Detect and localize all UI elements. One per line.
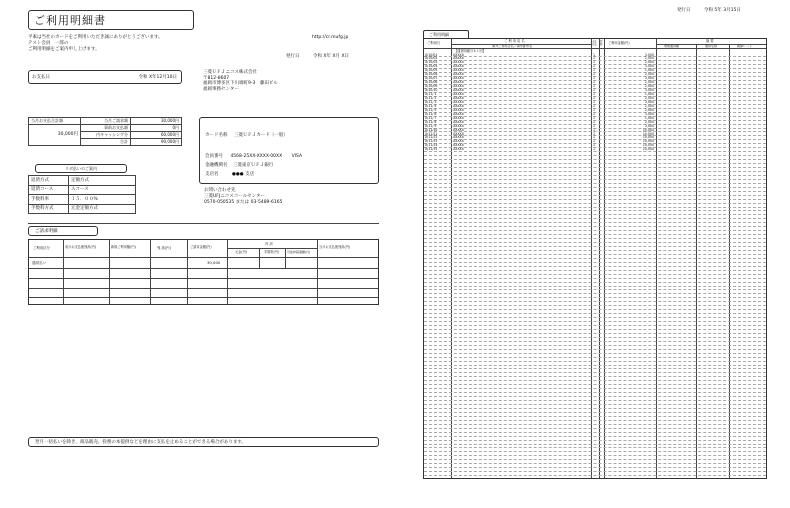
issue-date: 令和 X年 X月 X日 [313,54,350,59]
header-sub-currency-amount: 現地通貨額 [664,43,680,48]
usage-place: XXXXX [453,84,464,89]
usage-payment-method: 1 [593,95,596,100]
card-brand: VISA [291,154,303,159]
right-issue-date-label: 発行日 [677,8,691,13]
usage-payment-method: 1 [593,111,596,116]
usage-place: XXXXX [453,76,464,81]
usage-date: X/10/06 [425,72,438,77]
usage-date: X/11/ 5 [425,107,437,112]
revolving-label: 返済コース [29,185,69,195]
billing-table [28,239,379,305]
revolving-label: 返済方式 [29,176,69,186]
usage-amount: 10,000 [642,147,654,152]
billing-divider [28,223,379,224]
usage-tab [423,30,469,38]
usage-amount: 1,000 [644,103,654,108]
website-url[interactable]: http://cr.mufg.jp [312,35,349,40]
revolving-table [28,175,136,214]
usage-payment-method: 1 [593,147,596,152]
billing-header: 前月お支払後残高(円) [65,245,97,249]
member-number: 4568-25XX-XXXX-00XX [230,154,283,159]
company-address [203,70,278,92]
usage-payment-method: 1 [593,103,596,108]
card-info-box [199,117,379,184]
usage-place: XXXXX [453,107,464,112]
usage-amount: 10,000 [642,135,654,140]
revolving-value: 定額方式 [69,176,136,186]
payment-date-label: お支払日 [32,75,50,80]
usage-date: X/11/ 7 [425,115,437,120]
usage-payment-method: 1 [593,56,596,61]
usage-date: X/11/ 6 [425,111,437,116]
usage-place: XXXXX [453,131,464,136]
summary-row-value: 90,000円 [131,139,182,146]
page-title-box [28,10,194,30]
usage-payment-method: 1 [593,123,596,128]
usage-date: X/11/ 8 [425,119,437,124]
usage-place: XXXXX [453,88,464,93]
usage-date: X/11/ 1 [425,92,437,96]
usage-date: X/11/11 [425,131,438,136]
company-name: 三菱ＵＦＪニコス株式会社 [203,70,257,75]
usage-amount: 2,000 [644,84,654,89]
usage-amount: 1,000 [644,115,654,120]
usage-amount: 2,000 [644,95,654,100]
usage-place: XXXXX [453,60,464,65]
usage-place: XXXXX [453,72,464,77]
usage-amount: 1,000 [644,92,654,96]
billing-header: 可能枠超過額(円) [287,249,311,254]
contact-center: 三菱UFJニコスコールセンター [204,193,265,199]
usage-payment-method: 1 [593,52,596,57]
usage-amount: 3,000 [644,76,654,81]
usage-date: X/11/13 [425,139,438,144]
bank-name: 三菱東京ＵＦＪ銀行 [232,163,274,168]
usage-place: XXXXX [453,99,464,104]
greeting-line: テスト会員 一郎の [28,40,69,46]
payment-date-box [28,70,182,84]
usage-place: XXXXX [453,127,464,132]
issue-date-label: 発行日 [286,54,300,59]
usage-payment-method: 1 [593,135,596,140]
usage-date: X/11/ 9 [425,123,437,128]
header-remarks: 摘 要 [706,38,714,43]
contact-phone[interactable]: 0570-050535 または 03-5489-6165 [204,199,283,205]
usage-place: XXXXX [453,123,464,128]
usage-payment-method: 1 [593,60,596,65]
usage-date: X/10/05 [425,68,438,73]
summary-row-label: 合計 [81,139,131,146]
header-place: ご 利 用 店 名 [504,38,525,43]
summary-row-value: 60,000円 [131,132,182,139]
footer-note: 翌月一括払いを除き、商品販売、役務の本提供などを理由に支払を止めることができる場合があります。 [35,440,246,445]
usage-place: XXXXX [453,147,464,152]
summary-total-value: 30,000円 [29,125,81,146]
usage-place: XXXXX [453,143,464,148]
usage-payment-method: 1 [593,92,596,96]
billing-header: 残 高(円) [157,246,171,250]
postal-code: 〒812-8607 [203,75,230,81]
greeting-line: ご利用明細をご案内申し上げます。 [28,46,100,52]
usage-payment-method: 1 [593,88,596,93]
summary-row-label: 内キャッシング分 [81,132,131,139]
usage-row [424,476,766,479]
usage-amount: 10,000 [642,127,654,132]
branch-name: ●●● 支店 [231,172,255,177]
usage-place: XXXXX [453,52,464,57]
usage-payment-method: 1 [593,131,596,136]
member-number-label: 会員番号 [205,154,223,159]
company-street: 福岡市博多区下川端町9-3 藤田ビル [203,81,278,87]
card-name: 三菱ＵＦＪカード（一般） [233,133,288,138]
contact-title: お問い合わせ先 [204,188,236,193]
usage-payment-method: 1 [593,127,596,132]
usage-date: X/11/ 3 [425,99,437,104]
usage-payment-method: 1 [593,107,596,112]
usage-payment-method: 1 [593,119,596,124]
revolving-label: 手数料方式 [29,204,69,214]
usage-amount: 2,000 [644,119,654,124]
usage-payment-method: 1 [593,72,596,77]
usage-payment-method: 1 [593,99,596,104]
usage-header [424,39,766,49]
usage-detail-table [423,38,767,479]
usage-payment-method: 1 [593,64,596,69]
company-center: 福岡事務センター [203,86,239,92]
summary-row-value: 30,000円 [131,118,182,125]
usage-place: XXXXX [453,56,464,61]
header-method: 支払方法 [592,40,597,46]
usage-amount: 1,000 [644,68,654,73]
page-title: ご利用明細書 [34,14,106,27]
usage-date: X/11/12 [425,135,438,140]
footer-note-box [28,437,379,447]
usage-payment-method: 1 [593,143,596,148]
revolving-title-box [35,164,127,173]
header-place-sub: 海外ご利用店名／海外都市名 [492,43,533,48]
billing-header: 当月お支払後残高(円) [319,245,351,249]
usage-amount: 2,000 [644,72,654,77]
billing-header: 新規ご利用額(円) [111,245,136,249]
usage-payment-method: 1 [593,139,596,144]
summary-row-value: 0円 [131,125,182,132]
revolving-value: 元金定額方式 [69,204,136,214]
usage-place: XXXXX [453,139,464,144]
usage-amount: 10,000 [642,143,654,148]
usage-amount: 3,000 [644,64,654,69]
usage-section-text: 【通常明細分ｋ１回】 [454,48,486,53]
usage-date: X/11/ 2 [425,95,437,100]
usage-place: XXXXX [453,68,464,73]
summary-total-label: 当月お支払合計額 [29,118,81,125]
usage-place: XXXXX [453,92,464,96]
usage-date: X/10/04 [425,64,438,69]
branch-name-label: 支店名 [205,172,219,177]
usage-date: X/10/07 [425,76,438,81]
revolving-label: 手数料率 [29,195,69,205]
usage-payment-method: 1 [593,80,596,85]
right-issue-date: 令和 5年 3月15日 [704,8,741,13]
greeting-text [28,35,163,52]
usage-date: X/11/14 [425,143,438,148]
header-amount: ご利用金額(円) [608,41,630,45]
billing-header: 元金(円) [235,249,248,254]
usage-date: X/10/08 [425,80,438,85]
billing-title-box [28,226,98,236]
revolving-value: Ａコース [69,185,136,195]
usage-date: X/11/15 [425,147,438,152]
payment-summary-table [28,117,182,146]
usage-place: XXXXX [453,64,464,69]
usage-place: XXXXX [453,135,464,140]
usage-amount: 10,000 [642,131,654,136]
billing-category: 通常払い [32,261,47,265]
contact-info [204,188,283,205]
billing-header: ご利用区分 [33,246,50,250]
usage-place: XXXXX [453,115,464,120]
revolving-title: リボ払いのご案内 [65,166,97,171]
header-date: ご利用日 [427,41,441,45]
usage-payment-method: 1 [593,68,596,73]
usage-amount: 3,000 [644,123,654,128]
revolving-value: １５．００% [69,195,136,205]
billing-amount: 30,000 [207,260,221,265]
summary-row-label: 当月ご請求額 [81,118,131,125]
usage-place: XXXXX [453,95,464,100]
usage-amount: 3,000 [644,99,654,104]
usage-date: X/11/10 [425,127,438,132]
usage-date: X/11/ 4 [425,103,437,108]
usage-amount: 2,000 [644,107,654,112]
usage-amount: 10,000 [642,139,654,144]
usage-payment-method: 1 [593,84,596,89]
billing-header: 手数料(円) [264,249,280,254]
usage-amount: 3,000 [644,111,654,116]
payment-date: 令和 X年12月10日 [138,75,177,80]
usage-amount: 1,000 [644,56,654,61]
usage-place: XXXXX [453,103,464,108]
bank-name-label: 金融機関名 [205,163,228,168]
usage-amount: 3,000 [644,52,654,57]
usage-date: X/10/03 [425,60,438,65]
usage-tab-title: ご利用明細 [429,31,449,37]
billing-header: ご請求金額(円) [190,245,212,249]
card-name-label: カード名称 [205,133,228,138]
usage-amount: 3,000 [644,88,654,93]
usage-date: X/10/09 [425,84,438,89]
header-sub-currency-name: 通貨名称 [705,43,718,48]
billing-title: ご請求明細 [35,229,58,234]
usage-payment-method: 1 [593,115,596,120]
usage-amount: 1,000 [644,80,654,85]
usage-date: X/10/02 [425,56,438,61]
usage-place: XXXXX [453,119,464,124]
usage-place: XXXXX [453,111,464,116]
greeting-line: 平素は当社のカードをご利用いただき誠にありがとうございます。 [28,35,163,40]
usage-date: X/10/10 [425,88,438,93]
usage-place: XXXXX [453,80,464,85]
usage-amount: 2,000 [644,60,654,65]
summary-row-label: 事前お支払額 [81,125,131,132]
usage-date: X/10/01 [425,52,438,57]
billing-header: 内 訳 [265,241,273,246]
header-sub-rate: 換算レート [737,43,753,48]
usage-payment-method: 1 [593,76,596,81]
header-count: 回数 [600,40,603,46]
